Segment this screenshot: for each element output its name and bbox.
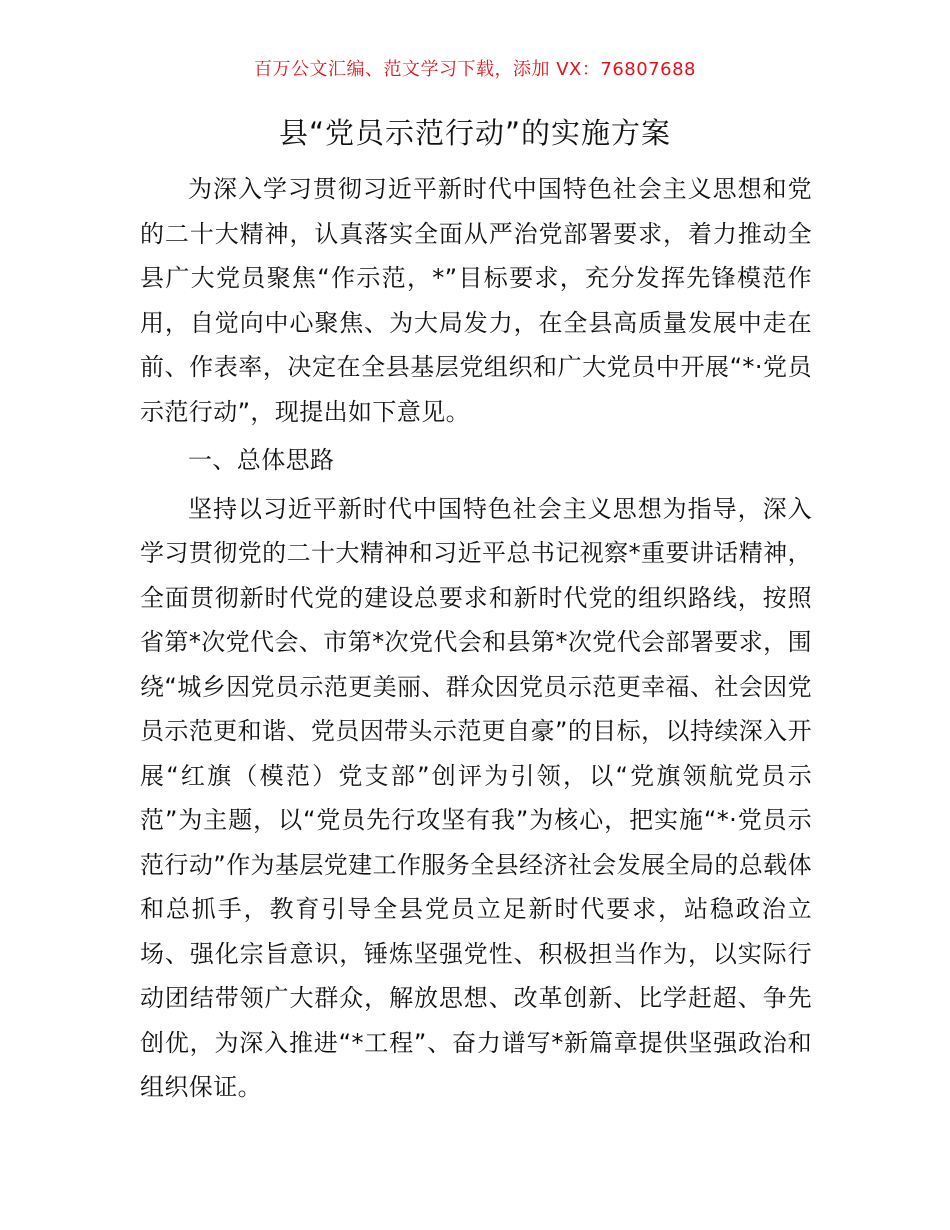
header-watermark-note: 百万公文汇编、范文学习下载，添加 VX：76807688 [254,59,696,80]
document-body [140,167,812,1110]
section-heading: 一、总体思路 [188,446,335,474]
intro-paragraph: 为深入学习贯彻习近平新时代中国特色社会主义思想和党的二十大精神，认真落实全面从严治党部署要求，着力推动全县广大党员聚焦“作示范，*”目标要求，充分发挥先锋模范作用，自觉向中心聚焦、为大局发力，在全县高质量发展中走在前、作表率，决定在全县基层党组织和广大党员中开展“*·党员示范行动”，现提出如下意见。 [140,175,812,426]
section-paragraph: 坚持以习近平新时代中国特色社会主义思想为指导，深入学习贯彻党的二十大精神和习近平总书记视察*重要讲话精神，全面贯彻新时代党的建设总要求和新时代党的组织路线，按照省第*次党代会、市第*次党代会和县第*次党代会部署要求，围绕“城乡因党员示范更美丽、群众因党员示范更幸福、社会因党员示范更和谐、党员因带头示范更自豪”的目标，以持续深入开展“红旗（模范）党支部”创评为引领，以“党旗领航党员示范”为主题，以“党员先行攻坚有我”为核心，把实施“*·党员示范行动”作为基层党建工作服务全县经济社会发展全局的总载体和总抓手，教育引导全县党员立足新时代要求，站稳政治立场、强化宗旨意识，锤炼坚强党性、积极担当作为，以实际行动团结带领广大群众，解放思想、改革创新、比学赶超、争先创优，为深入推进“*工程”、奋力谱写*新篇章提供坚强政治和组织保证。 [140,494,812,1101]
document-title: 县“党员示范行动”的实施方案 [278,116,672,150]
